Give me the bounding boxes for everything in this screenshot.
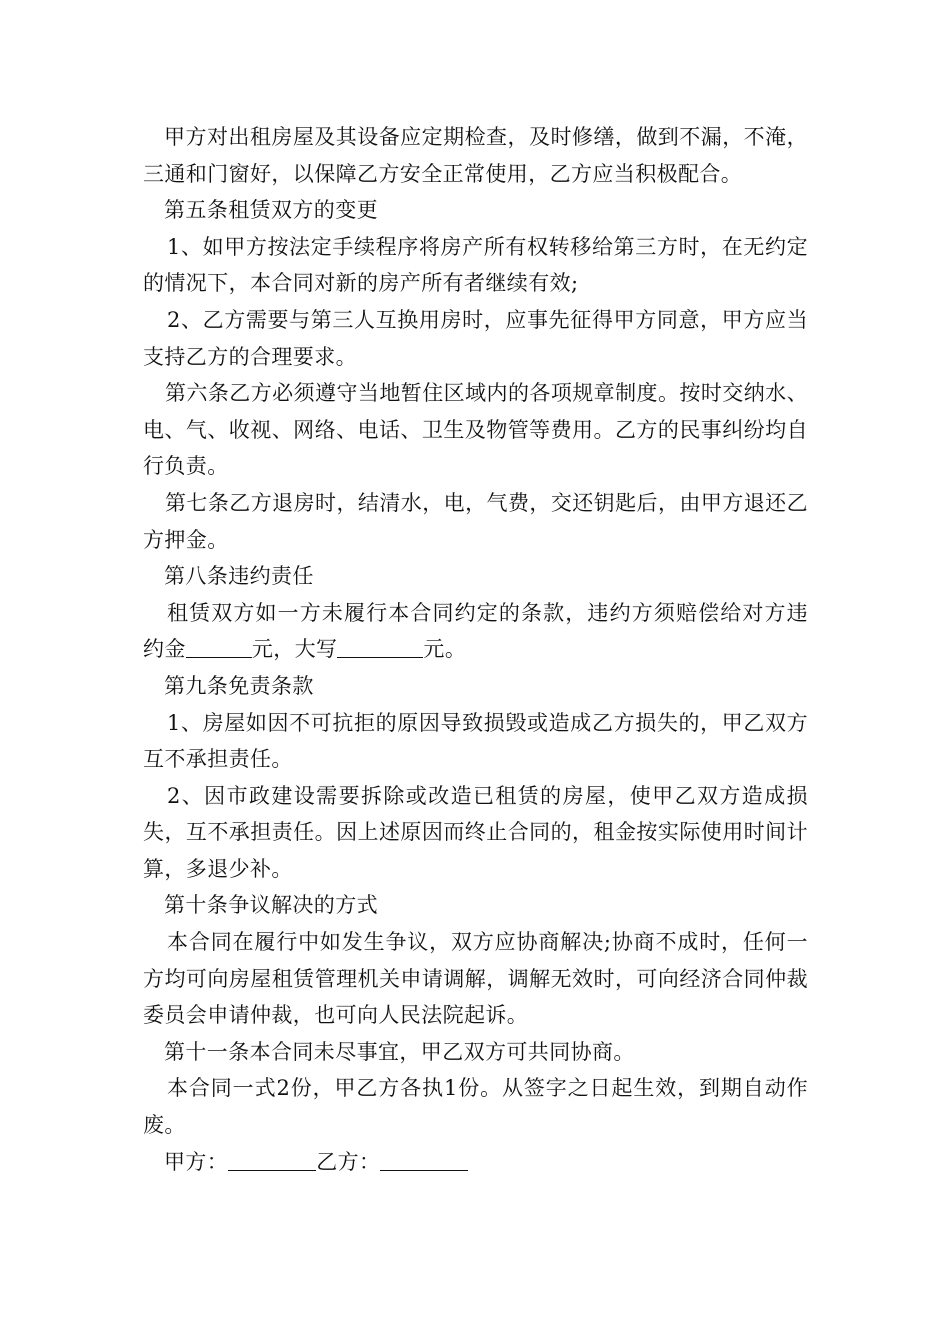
- paragraph-article-9-item-1: 1、房屋如因不可抗拒的原因导致损毁或造成乙方损失的，甲乙双方互不承担责任。: [143, 710, 808, 772]
- party-b-signature-blank: [380, 1148, 468, 1171]
- paragraph-article-5-item-2: 2、乙方需要与第三人互换用房时，应事先征得甲方同意，甲方应当支持乙方的合理要求。: [143, 307, 808, 369]
- heading-article-9: 第九条免责条款: [164, 673, 314, 698]
- paragraph-maintenance: 甲方对出租房屋及其设备应定期检查，及时修缮，做到不漏，不淹，三通和门窗好，以保障乙方安全正常使用，乙方应当积极配合。: [143, 125, 808, 186]
- penalty-amount-blank: [186, 635, 252, 658]
- paragraph-article-5-item-1: 1、如甲方按法定手续程序将房产所有权转移给第三方时，在无约定的情况下，本合同对新的房产所有者继续有效;: [143, 234, 808, 296]
- signature-line: [143, 1144, 808, 1181]
- penalty-amount-words-blank: [337, 635, 423, 658]
- contract-body: [143, 119, 808, 1180]
- party-b-label: 乙方：: [316, 1149, 381, 1174]
- paragraph-penalty: [143, 595, 808, 668]
- heading-article-5: 第五条租赁双方的变更: [164, 198, 378, 223]
- party-a-signature-blank: [228, 1148, 316, 1171]
- penalty-text-c: 元。: [423, 637, 467, 662]
- penalty-text-a: 租赁双方如一方未履行本合同约定的条款，违约方须赔偿给对方违约金: [143, 600, 808, 662]
- paragraph-copies: 本合同一式2份，甲乙方各执1份。从签字之日起生效，到期自动作废。: [143, 1076, 808, 1138]
- paragraph-article-10: 本合同在履行中如发生争议，双方应协商解决;协商不成时，任何一方均可向房屋租赁管理机关申请调解，调解无效时，可向经济合同仲裁委员会申请仲裁，也可向人民法院起诉。: [143, 930, 808, 1028]
- paragraph-article-6: 第六条乙方必须遵守当地暂住区域内的各项规章制度。按时交纳水、电、气、收视、网络、电话、卫生及物管等费用。乙方的民事纠纷均自行负责。: [143, 381, 808, 479]
- heading-article-8: 第八条违约责任: [164, 564, 314, 589]
- penalty-text-b: 元，大写: [251, 637, 338, 662]
- heading-article-10: 第十条争议解决的方式: [164, 893, 378, 918]
- party-a-label: 甲方：: [164, 1149, 229, 1174]
- paragraph-article-11: 第十一条本合同未尽事宜，甲乙双方可共同协商。: [164, 1039, 635, 1064]
- paragraph-article-9-item-2: 2、因市政建设需要拆除或改造已租赁的房屋，使甲乙双方造成损失，互不承担责任。因上述原因而终止合同的，租金按实际使用时间计算，多退少补。: [143, 783, 808, 881]
- paragraph-article-7: 第七条乙方退房时，结清水，电，气费，交还钥匙后，由甲方退还乙方押金。: [143, 490, 808, 552]
